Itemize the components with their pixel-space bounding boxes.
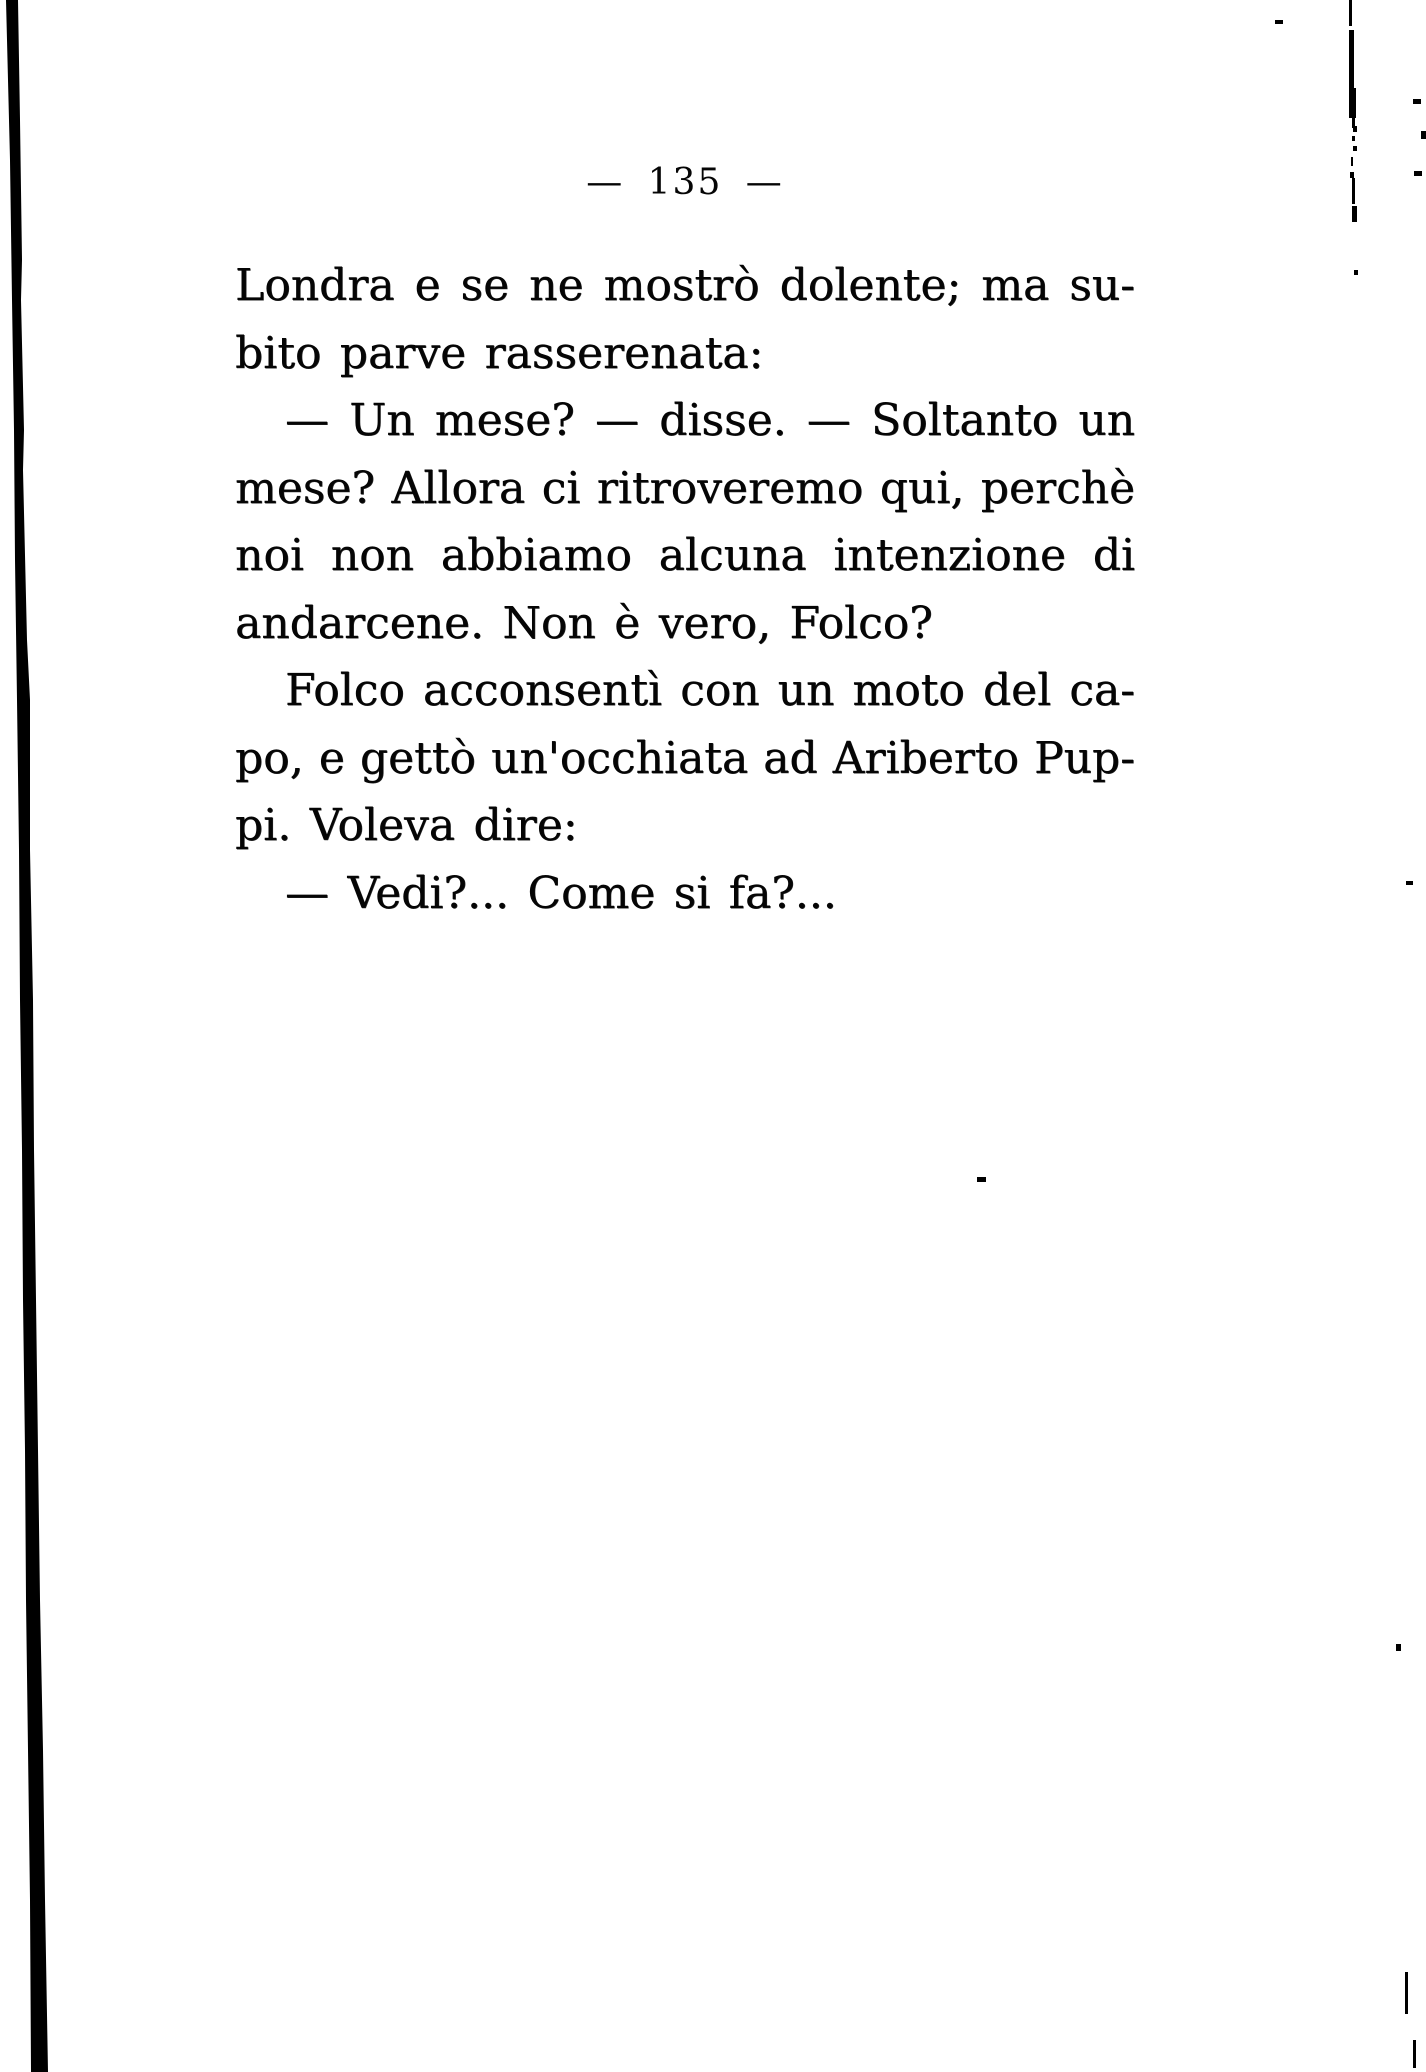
text-line: — Vedi?... Come si fa?... [285, 867, 837, 919]
scan-speck [1414, 171, 1422, 176]
text-line: andarcene. Non è vero, Folco? [235, 597, 933, 649]
page-number: — 135 — [586, 162, 784, 203]
scan-crease-line [1351, 157, 1353, 166]
scan-speck [1396, 1644, 1401, 1651]
scan-speck [1406, 881, 1413, 885]
scan-speck [1353, 126, 1357, 132]
scan-crease-line [1349, 30, 1354, 88]
scan-crease-line [1349, 0, 1352, 26]
text-line: po, e gettò un'occhiata ad Ariberto Pup- [235, 732, 1135, 784]
scan-speck [1405, 1972, 1408, 2014]
scan-speck [1353, 146, 1357, 151]
scan-speck [1413, 2040, 1416, 2068]
scan-speck [1354, 270, 1358, 275]
text-line: noi non abbiamo alcuna intenzione di [235, 530, 1135, 581]
scan-crease-line [1352, 206, 1357, 222]
scan-crease-line [1352, 178, 1355, 204]
scan-crease-line [1349, 88, 1356, 118]
scan-speck [977, 1177, 986, 1182]
text-line: Folco acconsentì con un moto del ca- [285, 665, 1135, 716]
scan-speck [1421, 131, 1426, 139]
text-line: pi. Voleva dire: [235, 800, 578, 851]
text-line: mese? Allora ci ritroveremo qui, perchè [235, 462, 1135, 514]
body-text [235, 252, 1135, 927]
scan-speck [1413, 99, 1421, 104]
scan-speck [1275, 20, 1283, 24]
text-line: Londra e se ne mostrò dolente; ma su- [235, 260, 1135, 311]
text-line: — Un mese? — disse. — Soltanto un [285, 395, 1135, 446]
scan-speck [1352, 136, 1355, 141]
text-line: bito parve rasserenata: [235, 327, 764, 379]
